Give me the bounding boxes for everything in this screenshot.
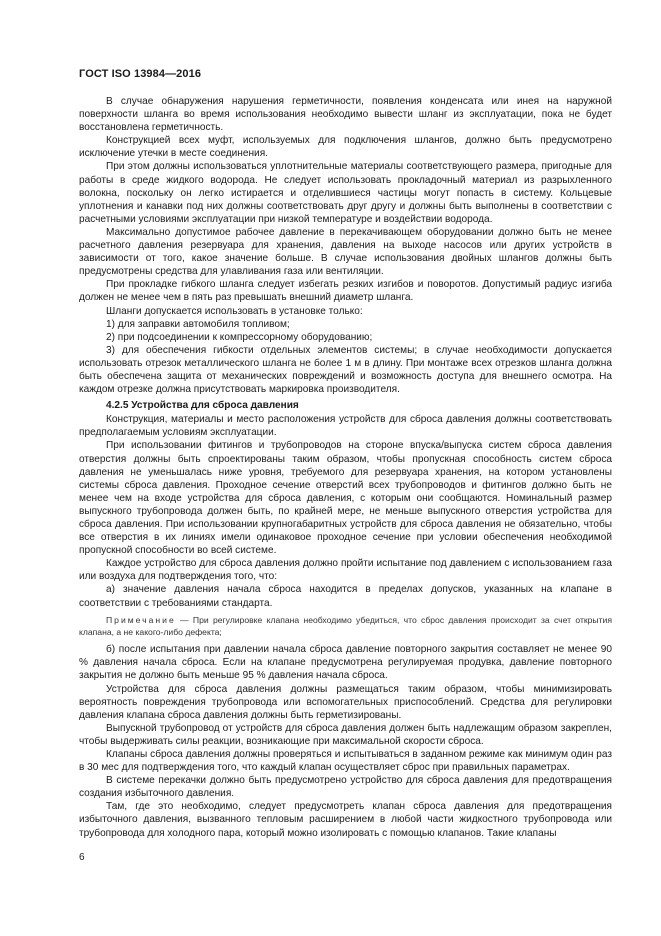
paragraph: Клапаны сброса давления должны проверяться и испытываться в заданном режиме как минимум один раз в 30 мес для подтверждения того, что каждый клапан осуществляет сброс при правильных параметрах. (79, 749, 612, 774)
document-body (79, 95, 612, 840)
paragraph: Устройства для сброса давления должны размещаться таким образом, чтобы минимизировать вероятность повреждения трубопровода или вспомогательных приспособлений. Средства для регулировки давления клапана сброса давления должны быть герметизированы. (79, 683, 612, 721)
paragraph: Конструкция, материалы и место расположения устройств для сброса давления должны соответствовать предполагаемым условиям эксплуатации. (79, 414, 612, 439)
note-text: — При регулировке клапана необходимо убедиться, что сброс давления происходит за счет открытия клапана, а не какого-либо дефекта; (79, 614, 612, 638)
note-label: Примечание (106, 614, 176, 625)
paragraph: Выпускной трубопровод от устройств для сброса давления должен быть надлежащим образом закреплен, чтобы выдерживать силы реакции, возникающие при максимальной скорости сброса. (79, 722, 612, 747)
paragraph: Конструкцией всех муфт, используемых для подключения шлангов, должно быть предусмотрено исключение утечки в месте соединения. (79, 135, 612, 160)
paragraph: В случае обнаружения нарушения герметичности, появления конденсата или инея на наружной поверхности шланга во время использования необходимо вывести шланг из эксплуатации, пока не будет восстановлена герметичность. (79, 96, 612, 134)
paragraph: При этом должны использоваться уплотнительные материалы соответствующего размера, пригодные для работы в среде жидкого водорода. Не следует использовать прокладочный материал из разрыхленного волокна, поскольку он легко истирается и отделившиеся частицы могут попасть в систему. Кольцевые уплотнения и канавки под них должны соответствовать друг другу и должны быть выполнены в соответствии с расчетными условиями эксплуатации при низкой температуре и воздействии водорода. (79, 161, 612, 225)
paragraph: Там, где это необходимо, следует предусмотреть клапан сброса давления для предотвращения избыточного давления, вызванного тепловым расширением в любой части жидкостного трубопровода или трубопровода для холодного пара, который можно изолировать с помощью клапанов. Такие клапаны (79, 801, 612, 839)
paragraph: Каждое устройство для сброса давления должно пройти испытание под давлением с использованием газа или воздуха для подтверждения того, что: (79, 558, 612, 583)
section-heading: 4.2.5 Устройства для сброса давления (106, 400, 299, 412)
paragraph: При использовании фитингов и трубопроводов на стороне впуска/выпуска систем сброса давления отверстия должны быть спроектированы таким образом, чтобы пропускная способность систем сброса давления не уменьшалась ниже уровня, требуемого для резервуара хранения, на котором установлены системы сброса давления. Проходное сечение отверстий всех трубопроводов и фитингов должно быть не менее чем на входе устройства для сброса давления, с которым они сообщаются. Номинальный размер выпускного трубопровода должен быть, по крайней мере, не меньше выпускного отверстия устройства для сброса давления. При использовании крупногабаритных устройств для сброса давления не обязательно, чтобы все отверстия в их линиях имели одинаковое проходное сечение при условии обеспечения необходимой пропускной способности во всей системе. (79, 440, 612, 557)
list-item: 3) для обеспечения гибкости отдельных элементов системы; в случае необходимости допускается использовать отрезок металлического шланга не более 1 м в длину. При монтаже всех отрезков шланга должна быть обеспечена защита от механических повреждений и возможность доступа для внешнего осмотра. На каждом отрезке должна присутствовать маркировка производителя. (79, 344, 612, 396)
note (79, 614, 612, 640)
paragraph: Шланги допускается использовать в установке только: (106, 305, 363, 317)
list-item: 1) для заправки автомобиля топливом; (106, 318, 290, 330)
document-header: ГОСТ ISO 13984—2016 (79, 68, 202, 80)
paragraph: При прокладке гибкого шланга следует избегать резких изгибов и поворотов. Допустимый радиус изгиба должен не менее чем в пять раз превышать внешний диаметр шланга. (79, 279, 612, 304)
paragraph: В системе перекачки должно быть предусмотрено устройство для сброса давления для предотвращения создания избыточного давления. (79, 775, 612, 800)
list-item: а) значение давления начала сброса находится в пределах допусков, указанных на клапане в соответствии с требованиями стандарта. (79, 584, 612, 609)
page-number: 6 (79, 852, 85, 863)
list-item: б) после испытания при давлении начала сброса давление повторного закрытия составляет не менее 90 % давления начала сброса. Если на клапане предусмотрена регулируемая продувка, давление повторного закрытия не должно быть меньше 95 % давления начала сброса. (79, 644, 612, 682)
paragraph: Максимально допустимое рабочее давление в перекачивающем оборудовании должно быть не менее расчетного давления резервуара для хранения, давления на выходе насосов или других устройств в зависимости от того, какое значение больше. В случае использования двойных шлангов должны быть предусмотрены средства для улавливания газа или вентиляции. (79, 226, 612, 278)
list-item: 2) при подсоединении к компрессорному оборудованию; (106, 331, 373, 343)
